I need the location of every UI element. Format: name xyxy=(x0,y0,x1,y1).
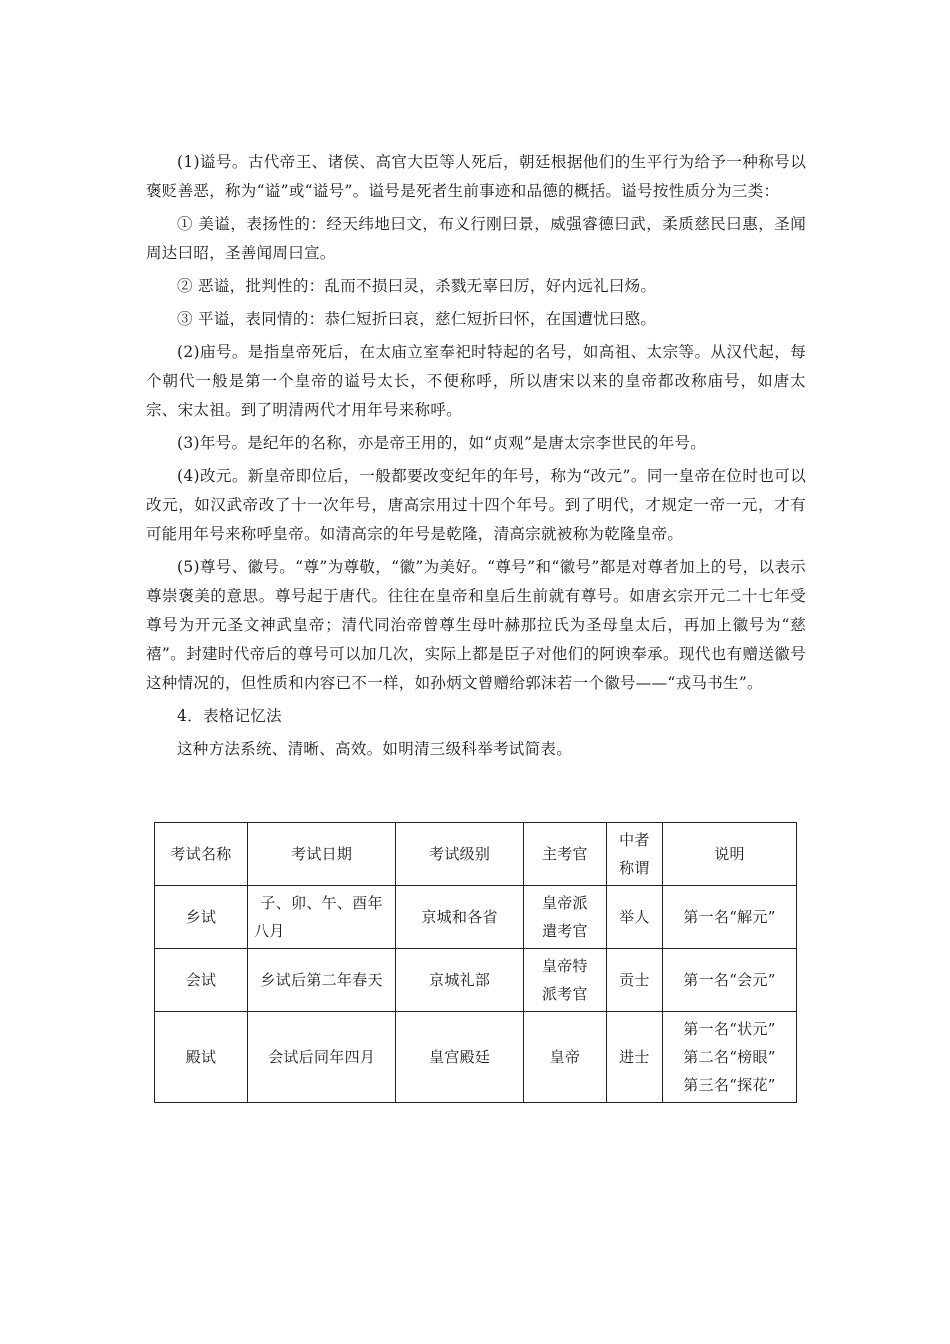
cell-note-line: 第二名“榜眼” xyxy=(683,1048,776,1066)
cell-note-line: 第一名“状元” xyxy=(683,1020,776,1038)
cell-exam-date: 乡试后第二年春天 xyxy=(248,949,396,1012)
paragraph-bad-posthumous: ② 恶谥，批判性的：乱而不损曰灵，杀戮无辜曰厉，好内远礼曰炀。 xyxy=(177,277,657,295)
exam-table xyxy=(154,822,797,1103)
cell-exam-date-line1: 子、卯、午、酉年 xyxy=(260,894,383,912)
header-notes: 说明 xyxy=(663,823,797,886)
cell-notes xyxy=(663,949,797,1012)
cell-examiner-line2: 遣考官 xyxy=(541,922,588,940)
cell-exam-level: 皇宫殿廷 xyxy=(396,1012,524,1103)
document-body xyxy=(146,148,806,764)
header-successful-title-line1: 中者 xyxy=(619,831,650,849)
paragraph-era-name: (3)年号。是纪年的名称，亦是帝王用的，如“贞观”是唐太宗李世民的年号。 xyxy=(177,434,707,452)
cell-examiner xyxy=(524,886,607,949)
paragraph-change-era: (4)改元。新皇帝即位后，一般都要改变纪年的年号，称为“改元”。同一皇帝在位时也可以改元，如汉武帝改了十一次年号，唐高宗用过十四个年号。到了明代，才规定一帝一元，才有可能用年号来称呼皇帝。如清高宗的年号是乾隆，清高宗就被称为乾隆皇帝。 xyxy=(146,467,807,543)
header-exam-date: 考试日期 xyxy=(248,823,396,886)
table-row xyxy=(155,1012,797,1103)
header-exam-name: 考试名称 xyxy=(155,823,248,886)
cell-exam-date: 会试后同年四月 xyxy=(248,1012,396,1103)
cell-exam-date-line2: 八月 xyxy=(254,922,285,940)
table-row xyxy=(155,886,797,949)
cell-examiner-line2: 派考官 xyxy=(541,985,588,1003)
section-intro: 这种方法系统、清晰、高效。如明清三级科举考试简表。 xyxy=(177,740,573,758)
header-exam-level: 考试级别 xyxy=(396,823,524,886)
cell-examiner xyxy=(524,949,607,1012)
cell-notes xyxy=(663,1012,797,1103)
paragraph-posthumous-title: (1)谥号。古代帝王、诸侯、高官大臣等人死后，朝廷根据他们的生平行为给予一种称号以褒贬善恶，称为“谥”或“谥号”。谥号是死者生前事迹和品德的概括。谥号按性质分为三类： xyxy=(146,153,806,200)
cell-examiner: 皇帝 xyxy=(524,1012,607,1103)
cell-successful-title: 举人 xyxy=(606,886,662,949)
cell-exam-name: 乡试 xyxy=(155,886,248,949)
table-header-row xyxy=(155,823,797,886)
section-heading: 4．表格记忆法 xyxy=(177,707,282,725)
paragraph-temple-name: (2)庙号。是指皇帝死后，在太庙立室奉祀时特起的名号，如高祖、太宗等。从汉代起，每个朝代一般是第一个皇帝的谥号太长，不便称呼，所以唐宋以来的皇帝都改称庙号，如唐太宗、宋太祖。到了明清两代才用年号来称呼。 xyxy=(146,343,806,419)
cell-successful-title: 进士 xyxy=(606,1012,662,1103)
cell-notes xyxy=(663,886,797,949)
cell-exam-level: 京城礼部 xyxy=(396,949,524,1012)
cell-examiner-line1: 皇帝特 xyxy=(541,957,588,975)
cell-note-line: 第三名“探花” xyxy=(683,1076,776,1094)
paragraph-honorific-title: (5)尊号、徽号。“尊”为尊敬，“徽”为美好。“尊号”和“徽号”都是对尊者加上的号，以表示尊崇褒美的意思。尊号起于唐代。往往在皇帝和皇后生前就有尊号。如唐玄宗开元二十七年受尊号为开元圣文神武皇帝；清代同治帝曾尊生母叶赫那拉氏为圣母皇太后，再加上徽号为“慈禧”。封建时代帝后的尊号可以加几次，实际上都是臣子对他们的阿谀奉承。现代也有赠送徽号这种情况的，但性质和内容已不一样，如孙炳文曾赠给郭沫若一个徽号——“戎马书生”。 xyxy=(146,558,806,692)
cell-exam-date xyxy=(248,886,396,949)
table-row xyxy=(155,949,797,1012)
header-successful-title-line2: 称谓 xyxy=(619,859,650,877)
header-examiner: 主考官 xyxy=(524,823,607,886)
cell-examiner-line1: 皇帝派 xyxy=(541,894,588,912)
cell-successful-title: 贡士 xyxy=(606,949,662,1012)
cell-note-line: 第一名“解元” xyxy=(683,908,776,926)
cell-exam-name: 会试 xyxy=(155,949,248,1012)
cell-exam-level: 京城和各省 xyxy=(396,886,524,949)
cell-note-line: 第一名“会元” xyxy=(683,971,776,989)
header-successful-title xyxy=(606,823,662,886)
cell-exam-name: 殿试 xyxy=(155,1012,248,1103)
paragraph-good-posthumous: ① 美谥，表扬性的：经天纬地曰文，布义行刚曰景，威强睿德曰武，柔质慈民曰惠，圣闻周达曰昭，圣善闻周曰宣。 xyxy=(146,215,806,262)
paragraph-neutral-posthumous: ③ 平谥，表同情的：恭仁短折曰哀，慈仁短折曰怀，在国遭忧曰愍。 xyxy=(177,310,657,328)
